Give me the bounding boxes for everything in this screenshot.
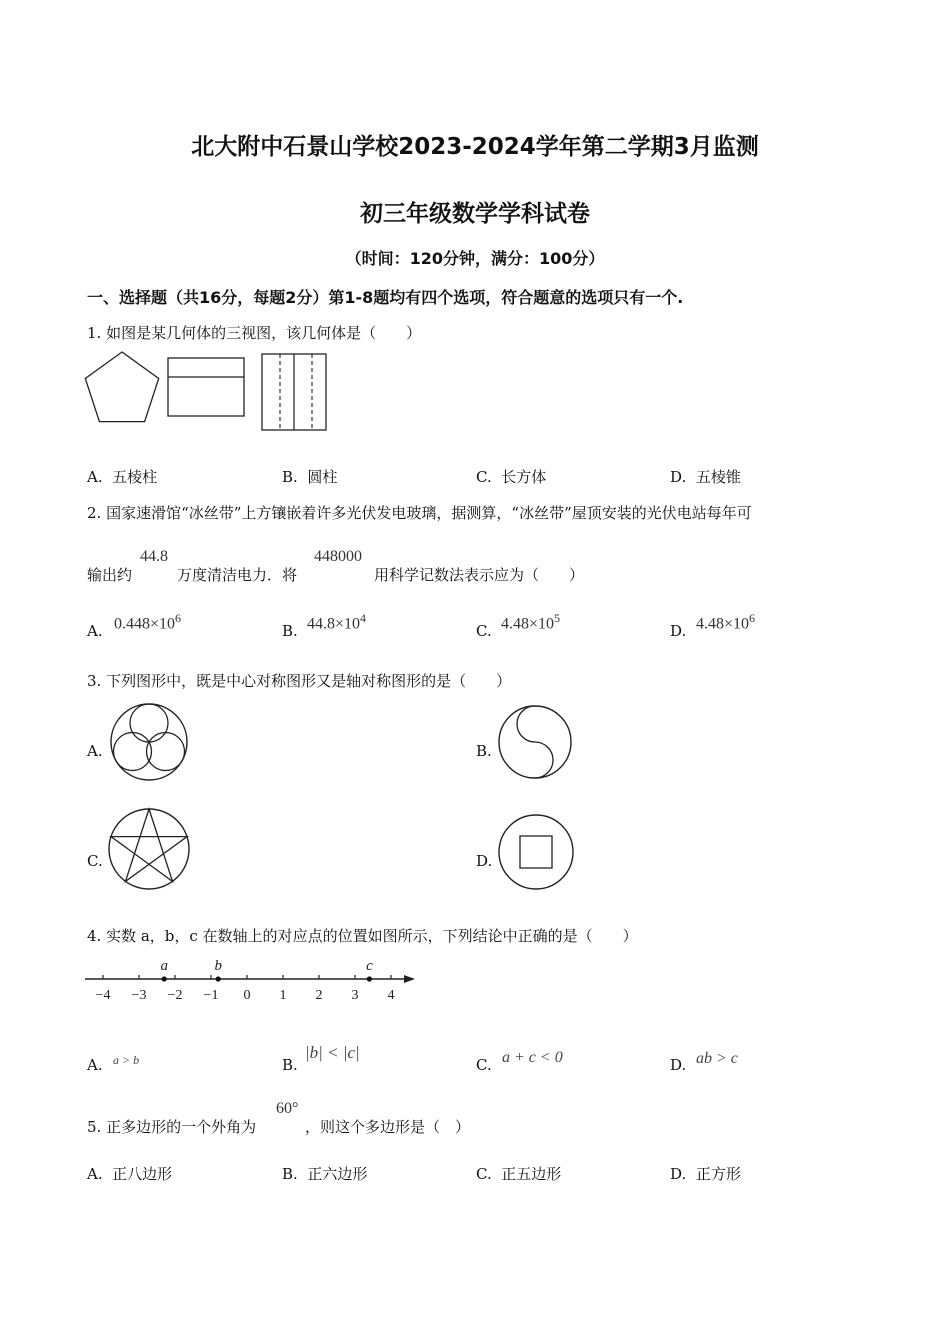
question-1-stem: 1. 如图是某几何体的三视图，该几何体是（ ） <box>87 324 422 342</box>
number-line-point-label-c: c <box>366 958 373 974</box>
number-line-tick-label: 0 <box>243 988 251 1003</box>
number-line-arrow-icon <box>404 975 415 983</box>
exam-title: 北大附中石景山学校2023-2024学年第二学期3月监测 <box>191 134 759 160</box>
number-line-point-label-b: b <box>214 958 222 974</box>
q4-option-d-letter[interactable]: D. <box>670 1056 687 1074</box>
question-4-stem: 4. 实数 a，b，c 在数轴上的对应点的位置如图所示，下列结论中正确的是（ ） <box>87 927 638 945</box>
q1-option-b[interactable]: B. 圆柱 <box>282 468 338 486</box>
section-heading: 一、选择题（共16分，每题2分）第1-8题均有四个选项，符合题意的选项只有一个. <box>87 288 684 307</box>
q5-option-c[interactable]: C. 正五边形 <box>476 1165 562 1183</box>
q5-option-a[interactable]: A. 正八边形 <box>87 1165 173 1183</box>
q5-angle: 60° <box>276 1100 299 1117</box>
number-line-tick-label: 2 <box>315 988 323 1003</box>
q3-option-a-letter[interactable]: A. <box>87 742 103 760</box>
exam-info: （时间：120分钟，满分：100分） <box>345 249 605 268</box>
q4-option-b-expr[interactable]: |b| < |c| <box>305 1043 360 1062</box>
q5-option-b[interactable]: B. 正六边形 <box>282 1165 368 1183</box>
question-2-part3: 用科学记数法表示应为（ ） <box>374 566 585 584</box>
q2-option-c-letter[interactable]: C. <box>476 622 492 640</box>
q5-option-d[interactable]: D. 正方形 <box>670 1165 741 1183</box>
number-line-point-b <box>216 976 221 981</box>
number-line-point-c <box>367 976 372 981</box>
number-line-point-label-a: a <box>160 958 168 974</box>
q4-option-a-expr[interactable]: a > b <box>113 1053 140 1067</box>
top-view-pentagon <box>85 352 158 422</box>
q2-value-448000: 448000 <box>314 548 362 565</box>
q3-option-d-letter[interactable]: D. <box>476 852 493 870</box>
question-2-part2: 万度清洁电力．将 <box>177 566 298 584</box>
number-line-point-a <box>162 976 167 981</box>
q2-option-a-expr[interactable]: $0.448\times 10^6$ <box>114 611 182 633</box>
q3-option-c-letter[interactable]: C. <box>87 852 103 870</box>
q4-option-c-expr[interactable]: a + c < 0 <box>502 1049 563 1066</box>
q2-option-d-expr[interactable]: $4.48\times 10^6$ <box>696 611 756 633</box>
q2-option-c-expr[interactable]: $4.48\times 10^5$ <box>501 611 561 633</box>
q4-option-d-expr[interactable]: ab > c <box>696 1050 738 1067</box>
number-line-tick-label: −4 <box>95 988 111 1003</box>
q4-option-c-letter[interactable]: C. <box>476 1056 492 1074</box>
number-line-tick-label: −1 <box>203 988 219 1003</box>
exam-subtitle: 初三年级数学学科试卷 <box>360 201 590 227</box>
front-view-rect <box>168 358 244 416</box>
q2-option-b-expr[interactable]: $44.8\times 10^4$ <box>307 611 367 633</box>
q2-option-b-letter[interactable]: B. <box>282 622 298 640</box>
number-line-tick-label: 3 <box>351 988 359 1003</box>
number-line-figure <box>85 952 425 1007</box>
q3-figure-c-pentagram[interactable] <box>108 808 192 892</box>
q2-option-d-letter[interactable]: D. <box>670 622 687 640</box>
q1-option-c[interactable]: C. 长方体 <box>476 468 547 486</box>
question-2-part1: 输出约 <box>87 566 133 584</box>
number-line-tick-label: 4 <box>387 988 395 1003</box>
three-view-figure <box>80 348 340 438</box>
q2-option-a-letter[interactable]: A. <box>87 622 103 640</box>
q3-figure-b-yinyang[interactable] <box>498 705 574 781</box>
q3-figure-d-circle-square[interactable] <box>498 814 576 892</box>
question-3-stem: 3. 下列图形中，既是中心对称图形又是轴对称图形的是（ ） <box>87 672 512 690</box>
q1-option-d[interactable]: D. 五棱锥 <box>670 468 741 486</box>
number-line-tick-label: −3 <box>131 988 147 1003</box>
q2-value-44-8: 44.8 <box>140 548 168 565</box>
number-line-tick-label: 1 <box>279 988 287 1003</box>
question-2-line1: 2. 国家速滑馆“冰丝带”上方镶嵌着许多光伏发电玻璃，据测算，“冰丝带”屋顶安装的光伏电站每年可 <box>87 504 752 522</box>
question-5-part1: 5. 正多边形的一个外角为 <box>87 1118 257 1136</box>
q4-option-a-letter[interactable]: A. <box>87 1056 103 1074</box>
q1-option-a[interactable]: A. 五棱柱 <box>87 468 158 486</box>
number-line-tick-label: −2 <box>167 988 183 1003</box>
q3-option-b-letter[interactable]: B. <box>476 742 492 760</box>
question-5-part2: ，则这个多边形是（ ） <box>305 1118 471 1136</box>
q4-option-b-letter[interactable]: B. <box>282 1056 298 1074</box>
q3-figure-a-trefoil[interactable] <box>110 703 190 783</box>
